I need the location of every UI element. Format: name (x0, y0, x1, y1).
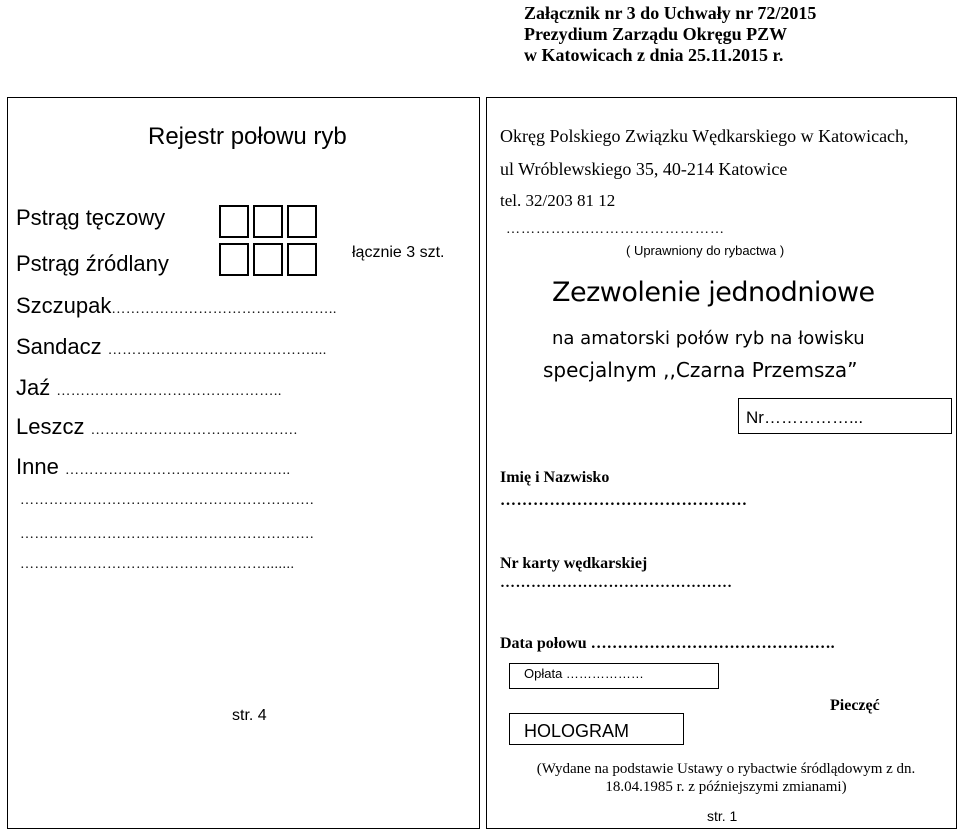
fish-name: Sandacz (16, 334, 102, 359)
fish-dots: ……………………………………….. (111, 302, 337, 317)
extra-dot-line-2: ……………………………………………………. (20, 527, 314, 542)
fish-name: Leszcz (16, 414, 85, 439)
permit-description-line-2: specjalnym ,,Czarna Przemsza” (543, 358, 858, 382)
attachment-line-2: Prezydium Zarządu Okręgu PZW (524, 24, 788, 44)
attachment-note (524, 3, 924, 66)
fish-name: Szczupak (16, 293, 112, 318)
fish-dots: ……………………………………….. (64, 463, 291, 478)
fish-dots: ……………………………………….. (56, 384, 282, 399)
legal-note (500, 760, 952, 796)
fish-row-pike (16, 293, 337, 319)
count-boxes (219, 205, 325, 279)
fish-row-bream (16, 414, 298, 440)
page-number-right: str. 1 (707, 808, 738, 824)
count-box[interactable] (287, 205, 317, 238)
org-name: Okręg Polskiego Związku Wędkarskiego w Katowicach, (500, 126, 909, 146)
name-label: Imię i Nazwisko (500, 469, 610, 486)
fee-label: Opłata ……………… (524, 666, 644, 681)
total-count: łącznie 3 szt. (352, 244, 445, 261)
legal-line-2: 18.04.1985 r. z późniejszymi zmianami) (605, 779, 847, 795)
fish-row-ide (16, 375, 282, 401)
permit-number-label: Nr……………... (746, 408, 864, 427)
card-label: Nr karty wędkarskiej (500, 555, 648, 572)
page-number-left: str. 4 (232, 707, 267, 724)
org-phone: tel. 32/203 81 12 (500, 191, 616, 210)
count-box[interactable] (287, 243, 317, 276)
legal-line-1: (Wydane na podstawie Ustawy o rybactwie śródlądowym z dn. (536, 761, 916, 777)
count-box[interactable] (219, 205, 249, 238)
fish-row-brook-trout (16, 251, 169, 277)
register-title: Rejestr połowu ryb (148, 123, 347, 150)
stamp-label: Pieczęć (830, 697, 880, 714)
org-address: ul Wróblewskiego 35, 40-214 Katowice (500, 159, 788, 179)
count-box[interactable] (253, 205, 283, 238)
phone-dots: ……………..……………………… (506, 222, 725, 237)
fish-row-other (16, 454, 290, 480)
fish-row-zander (16, 334, 327, 360)
card-field[interactable]: ……………………………………… (500, 575, 733, 591)
fish-name: Jaź (16, 375, 51, 400)
attachment-line-3: w Katowicach z dnia 25.11.2015 r. (524, 45, 784, 65)
entitled-note: ( Uprawniony do rybactwa ) (626, 243, 785, 258)
fish-name: Pstrąg źródlany (16, 251, 169, 276)
extra-dot-line-1: ……………………………………………………. (20, 493, 314, 508)
permit-description-line-1: na amatorski połów ryb na łowisku (552, 328, 865, 349)
attachment-line-1: Załącznik nr 3 do Uchwały nr 72/2015 (524, 3, 817, 23)
fish-name: Pstrąg tęczowy (16, 205, 166, 230)
date-field[interactable]: Data połowu ………………………………………. (500, 635, 835, 652)
fish-row-rainbow-trout (16, 205, 165, 231)
count-box[interactable] (219, 243, 249, 276)
fish-name: Inne (16, 454, 59, 479)
extra-dot-line-3: ……………………………………………....... (20, 557, 295, 572)
permit-title: Zezwolenie jednodniowe (552, 277, 875, 308)
count-box[interactable] (253, 243, 283, 276)
hologram-label: HOLOGRAM (524, 721, 630, 741)
name-field[interactable]: ……………………………………… (500, 492, 748, 509)
fish-dots: …………………………………….... (107, 343, 327, 358)
fish-dots: ……………………………………. (90, 423, 298, 438)
